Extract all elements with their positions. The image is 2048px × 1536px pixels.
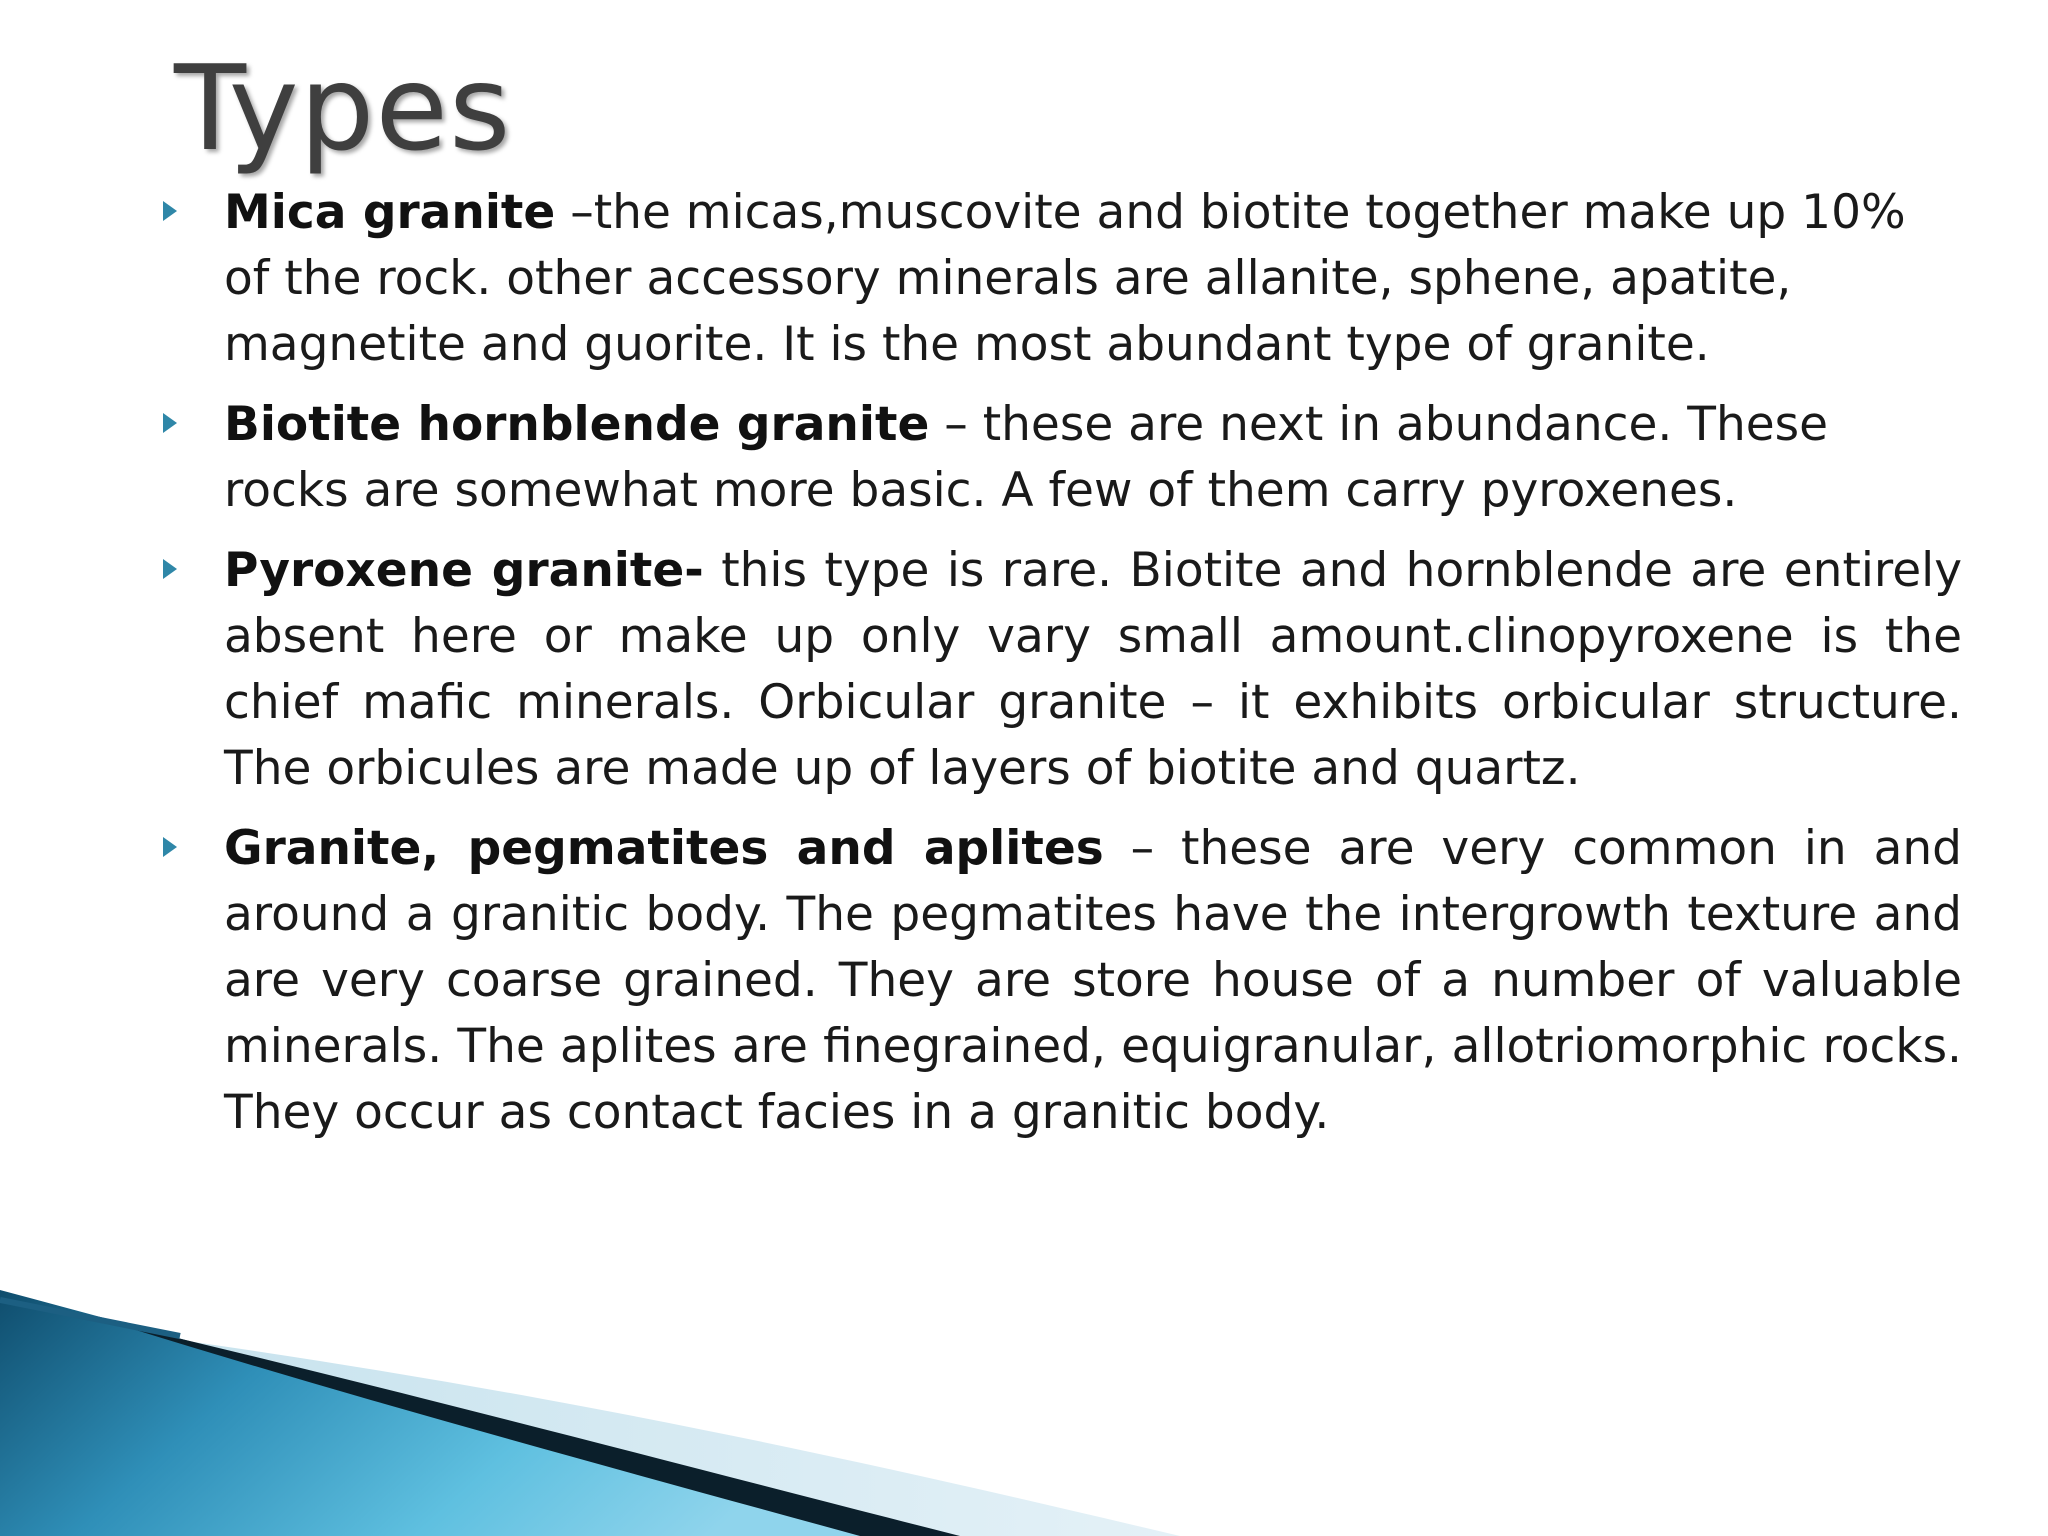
slide-title: Types bbox=[174, 39, 512, 177]
bullet-text bbox=[224, 180, 1962, 378]
bullet-description: –the micas,muscovite and biotite together make up 10% of the rock. other accessory minerals are allanite, sphene, apatite, magnetite and guorite. It is the most abundant type of granite. bbox=[224, 185, 1906, 372]
bullet-list bbox=[162, 180, 1962, 1160]
bullet-description: this type is rare. Biotite and hornblende are entirely absent here or make up only vary small amount.clinopyroxene is the chief mafic minerals. Orbicular granite – it exhibits orbicular structure. The orbicules are made up of layers of biotite and quartz. bbox=[224, 543, 1963, 796]
arrow-right-icon bbox=[162, 816, 224, 858]
bullet-text bbox=[224, 816, 1962, 1146]
bullet-item-pyroxene-granite bbox=[162, 538, 1962, 802]
bullet-description: – these are next in abundance. These rocks are somewhat more basic. A few of them carry pyroxenes. bbox=[224, 397, 1829, 518]
bullet-term: Mica granite bbox=[224, 185, 556, 240]
bullet-item-mica-granite bbox=[162, 180, 1962, 378]
arrow-right-icon bbox=[162, 180, 224, 222]
bullet-item-granite-pegmatites-aplites bbox=[162, 816, 1962, 1146]
bullet-description: – these are very common in and around a granitic body. The pegmatites have the intergrowth texture and are very coarse grained. They are store house of a number of valuable minerals. The aplites are finegrained, equigranular, allotriomorphic rocks. They occur as contact facies in a granitic body. bbox=[224, 821, 1963, 1140]
bullet-term: Biotite hornblende granite bbox=[224, 397, 930, 452]
arrow-right-icon bbox=[162, 392, 224, 434]
bullet-term: Pyroxene granite- bbox=[224, 543, 704, 598]
bullet-term: Granite, pegmatites and aplites bbox=[224, 821, 1104, 876]
bullet-text bbox=[224, 392, 1962, 524]
bullet-text bbox=[224, 538, 1962, 802]
bullet-item-biotite-hornblende-granite bbox=[162, 392, 1962, 524]
arrow-right-icon bbox=[162, 538, 224, 580]
